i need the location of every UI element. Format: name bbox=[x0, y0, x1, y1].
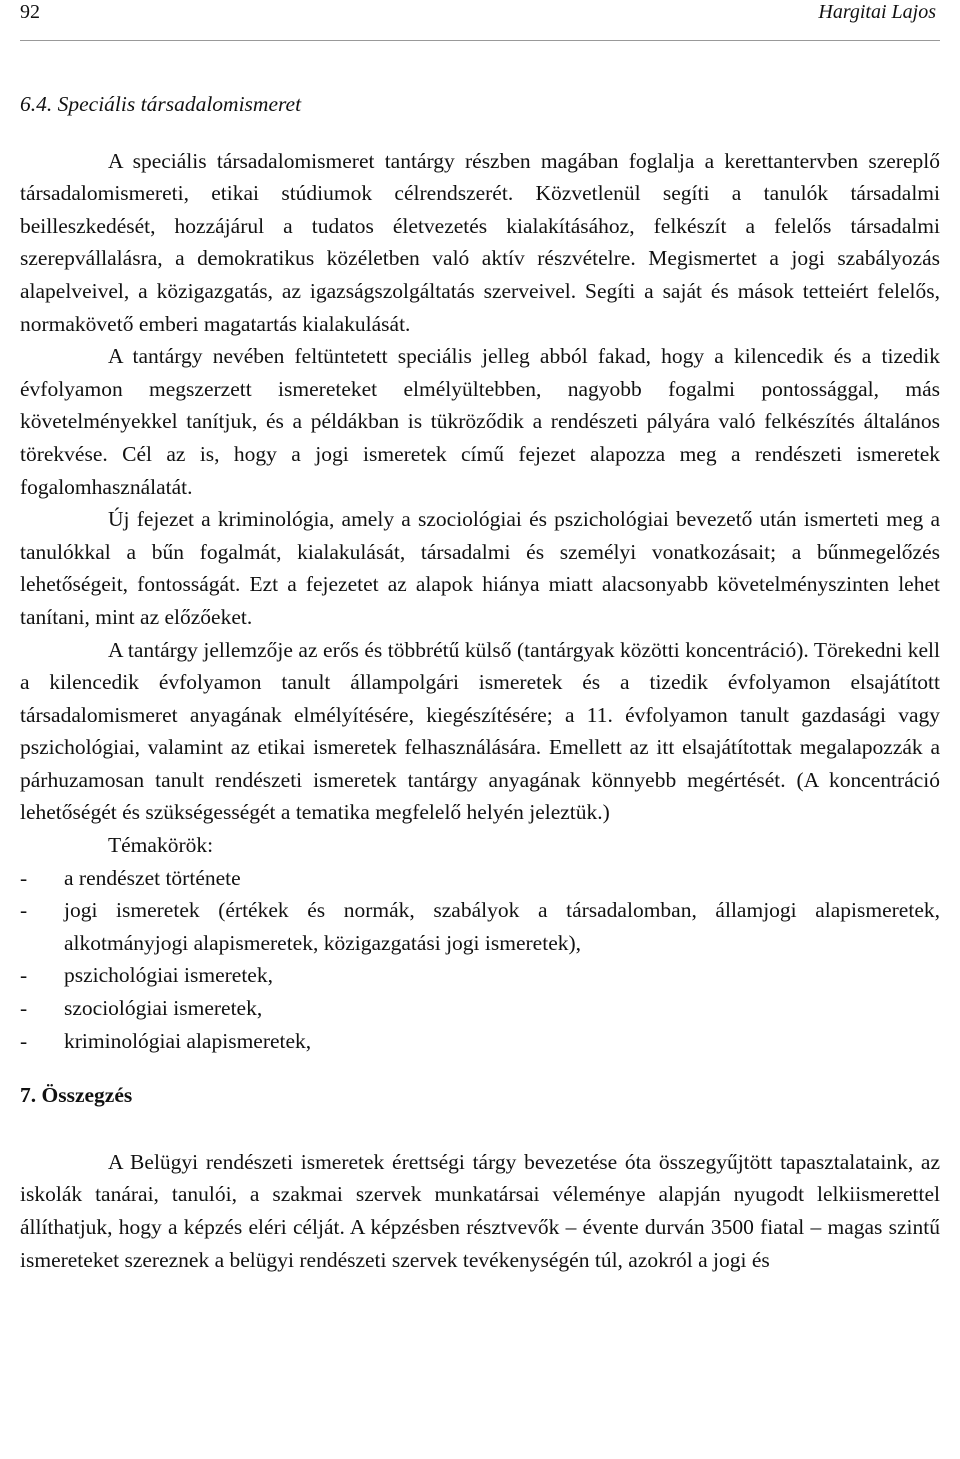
page-content bbox=[20, 88, 940, 1276]
summary-heading: 7. Összegzés bbox=[20, 1083, 133, 1108]
list-bullet: - bbox=[20, 996, 28, 1021]
topics-list bbox=[20, 862, 940, 1058]
page-header bbox=[20, 0, 940, 41]
section-title: 6.4. Speciális társadalomismeret bbox=[20, 92, 302, 116]
topics-label: Témakörök: bbox=[108, 833, 214, 858]
list-item bbox=[20, 894, 940, 959]
list-item bbox=[20, 1025, 940, 1058]
running-author: Hargitai Lajos bbox=[818, 1, 936, 23]
list-bullet: - bbox=[20, 898, 28, 923]
list-bullet: - bbox=[20, 1028, 28, 1053]
list-item-text: jogi ismeretek (értékek és normák, szabályok a társadalomban, államjogi alapismeretek, alkotmányjogi alapismeretek, közigazgatási jogi ismeretek), bbox=[64, 898, 940, 955]
list-item-text: pszichológiai ismeretek, bbox=[64, 963, 273, 988]
paragraph: A tantárgy jellemzője az erős és többrétű külső (tantárgyak közötti koncentráció). Törekedni kell a kilencedik évfolyamon tanult állampolgári ismeretek és a tizedik évfolyamon elsajátított társadalomismeret anyagának elmélyítésére, kiegészítésére; a 11. évfolyamon tanult gazdasági vagy pszichológiai, valamint az etikai ismeretek felhasználására. Emellett az itt elsajátítottak megalapozzák a párhuzamosan tanult rendészeti ismeretek tantárgy anyagának könnyebb megértését. (A koncentráció lehetőségét és szükségességét a tematika megfelelő helyén jeleztük.) bbox=[20, 637, 940, 825]
paragraph: A speciális társadalomismeret tantárgy részben magában foglalja a kerettantervben szereplő társadalomismereti, etikai stúdiumok célrendszerét. Közvetlenül segíti a tanulók társadalmi beilleszkedését, hozzájárul a tudatos életvezetés kialakításához, felkészít a felelős társadalmi szerepvállalásra, a demokratikus közéletben való aktív részvételre. Megismertet a jogi szabályozás alapelveivel, a közigazgatás, az igazságszolgáltatás szerveivel. Segíti a saját és mások tetteiért felelős, normakövető emberi magatartás kialakulását. bbox=[20, 148, 940, 336]
list-item-text: kriminológiai alapismeretek, bbox=[64, 1028, 312, 1053]
list-bullet: - bbox=[20, 963, 28, 988]
list-item bbox=[20, 862, 940, 895]
paragraph: Új fejezet a kriminológia, amely a szociológiai és pszichológiai bevezető után ismerteti meg a tanulókkal a bűn fogalmát, kialakulását, társadalmi és személyi vonatkozásait; a bűnmegelőzés lehetőségeit, fontosságát. Ezt a fejezetet az alapok hiánya miatt alacsonyabb követelményszinten lehet tanítani, mint az előzőeket. bbox=[20, 507, 940, 629]
list-bullet: - bbox=[20, 865, 28, 890]
paragraph: A tantárgy nevében feltüntetett speciális jelleg abból fakad, hogy a kilencedik és a tizedik évfolyamon megszerzett ismereteket elmélyültebben, nagyobb fogalmi pontossággal, más követelményekkel tanítjuk, és a példákban is tükröződik a rendészeti pályára való felkészítés általános törekvése. Cél az is, hogy a jogi ismeretek című fejezet alapozza meg a rendészeti ismeretek fogalomhasználatát. bbox=[20, 344, 940, 499]
page-number: 92 bbox=[20, 1, 40, 23]
list-item-text: szociológiai ismeretek, bbox=[64, 996, 263, 1021]
list-item bbox=[20, 959, 940, 992]
summary-paragraph: A Belügyi rendészeti ismeretek érettségi tárgy bevezetése óta összegyűjtött tapasztalataink, az iskolák tanárai, tanulói, a szakmai szervek munkatársai véleménye alapján nyugodt lelkiismerettel állíthatjuk, hogy a képzés eléri célját. A képzésben résztvevők – évente durván 3500 fiatal – magas szintű ismereteket szereznek a belügyi rendészeti szervek tevékenységén túl, azokról a jogi és bbox=[20, 1149, 940, 1272]
list-item bbox=[20, 992, 940, 1025]
list-item-text: a rendészet története bbox=[64, 865, 241, 890]
